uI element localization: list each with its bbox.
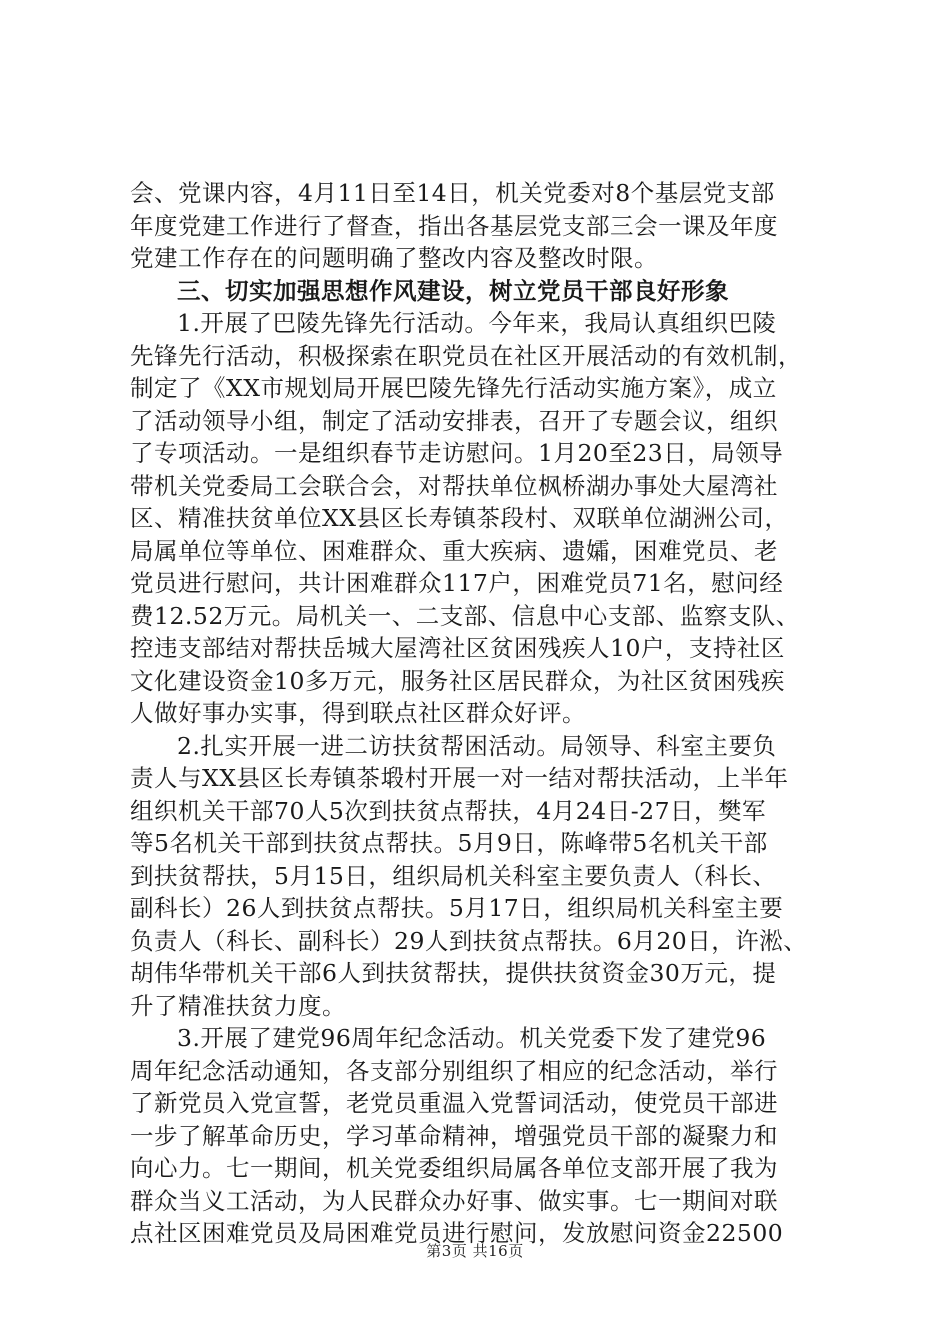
text-line: 3.开展了建党96周年纪念活动。机关党委下发了建党96 xyxy=(177,1024,767,1052)
text-line: 年度党建工作进行了督查，指出各基层党支部三会一课及年度 xyxy=(130,211,778,240)
text-line: 胡伟华带机关干部6人到扶贫帮扶，提供扶贫资金30万元，提 xyxy=(130,959,777,987)
text-line: 了新党员入党宣誓，老党员重温入党誓词活动，使党员干部进 xyxy=(130,1089,778,1117)
text-line: 副科长）26人到扶贫点帮扶。5月17日，组织局机关科室主要 xyxy=(130,894,784,922)
text-line: 控违支部结对帮扶岳城大屋湾社区贫困残疾人10户，支持社区 xyxy=(130,634,785,662)
text-line: 1.开展了巴陵先锋先行活动。今年来，我局认真组织巴陵 xyxy=(177,309,777,337)
text-line: 向心力。七一期间，机关党委组织局属各单位支部开展了我为 xyxy=(130,1154,778,1182)
text-line: 升了精准扶贫力度。 xyxy=(130,991,346,1020)
text-line: 了专项活动。一是组织春节走访慰问。1月20至23日，局领导 xyxy=(130,439,784,467)
text-line: 2.扎实开展一进二访扶贫帮困活动。局领导、科室主要负 xyxy=(177,731,777,760)
text-line: 周年纪念活动通知，各支部分别组织了相应的纪念活动，举行 xyxy=(130,1056,778,1085)
text-line: 一步了解革命历史，学习革命精神，增强党员干部的凝聚力和 xyxy=(130,1121,778,1150)
text-line: 制定了《XX市规划局开展巴陵先锋先行活动实施方案》，成立 xyxy=(130,374,777,402)
section-heading: 三、切实加强思想作风建设，树立党员干部良好形象 xyxy=(177,276,729,305)
text-line: 组织机关干部70人5次到扶贫点帮扶，4月24日-27日，樊军 xyxy=(130,796,767,825)
text-line: 先锋先行活动，积极探索在职党员在社区开展活动的有效机制， xyxy=(130,341,802,370)
text-line: 到扶贫帮扶，5月15日，组织局机关科室主要负责人（科长、 xyxy=(130,861,777,890)
text-line: 文化建设资金10多万元，服务社区居民群众，为社区贫困残疾 xyxy=(130,666,785,695)
text-line: 带机关党委局工会联合会，对帮扶单位枫桥湖办事处大屋湾社 xyxy=(130,471,778,500)
text-line: 党建工作存在的问题明确了整改内容及整改时限。 xyxy=(130,244,658,272)
text-line: 了活动领导小组，制定了活动安排表，召开了专题会议，组织 xyxy=(130,406,778,435)
text-line: 费12.52万元。局机关一、二支部、信息中心支部、监察支队、 xyxy=(130,601,800,630)
text-line: 会、党课内容，4月11日至14日，机关党委对8个基层党支部 xyxy=(130,179,775,207)
text-line: 区、精准扶贫单位XX县区长寿镇茶段村、双联单位湖洲公司， xyxy=(130,504,789,532)
text-line: 点社区困难党员及局困难党员进行慰问，发放慰问资金22500 xyxy=(130,1219,784,1247)
page-footer: 第3页 共16页 xyxy=(426,1242,524,1260)
text-line: 等5名机关干部到扶贫点帮扶。5月9日，陈峰带5名机关干部 xyxy=(130,829,768,857)
text-line: 责人与XX县区长寿镇茶塅村开展一对一结对帮扶活动，上半年 xyxy=(130,764,789,792)
text-line: 党员进行慰问，共计困难群众117户，困难党员71名，慰问经 xyxy=(130,569,784,597)
text-line: 群众当义工活动，为人民群众办好事、做实事。七一期间对联 xyxy=(130,1186,778,1215)
text-line: 局属单位等单位、困难群众、重大疾病、遗孀，困难党员、老 xyxy=(130,536,778,565)
text-line: 负责人（科长、副科长）29人到扶贫点帮扶。6月20日，许淞、 xyxy=(130,926,808,955)
document-body xyxy=(130,177,835,1250)
text-line: 人做好事办实事，得到联点社区群众好评。 xyxy=(130,699,586,727)
